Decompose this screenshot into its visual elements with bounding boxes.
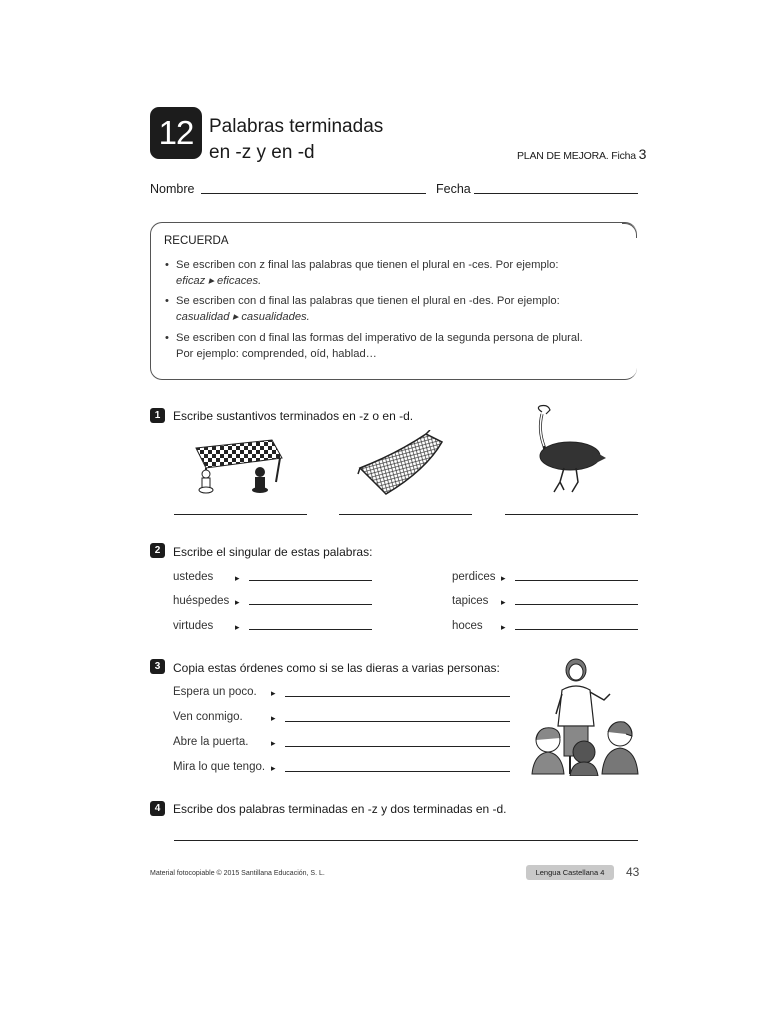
arrow-icon: ▸ bbox=[501, 597, 506, 607]
ex4-answer-line[interactable] bbox=[174, 840, 638, 841]
recuerda-item-2-line2: casualidad ▸ casualidades. bbox=[176, 310, 310, 323]
exercise-2-text: Escribe el singular de estas palabras: bbox=[173, 545, 373, 559]
recuerda-item-3-line2: Por ejemplo: comprended, oíd, hablad… bbox=[176, 347, 377, 360]
recuerda-item-3: • Se escriben con d final las formas del imperativo de la segunda persona de plural. Por ejemplo: comprended, oíd, hablad… bbox=[176, 331, 583, 362]
unit-number-badge: 12 bbox=[150, 107, 202, 159]
recuerda-item-2-line1: Se escriben con d final las palabras que tienen el plural en -des. Por ejemplo: bbox=[176, 295, 560, 307]
date-label: Fecha bbox=[436, 182, 471, 196]
chess-board-icon bbox=[192, 434, 284, 496]
ex2-answer-huespedes[interactable] bbox=[249, 604, 372, 605]
ex1-answer-line-2[interactable] bbox=[339, 514, 472, 515]
arrow-icon: ▸ bbox=[501, 622, 506, 632]
recuerda-item-2: • Se escriben con d final las palabras que tienen el plural en -des. Por ejemplo: casualidad ▸ casualidades. bbox=[176, 294, 560, 325]
recuerda-item-1-line1: Se escriben con z final las palabras que tienen el plural en -ces. Por ejemplo: bbox=[176, 259, 559, 271]
arrow-icon: ▸ bbox=[271, 713, 276, 723]
exercise-4-text: Escribe dos palabras terminadas en -z y dos terminadas en -d. bbox=[173, 802, 507, 816]
exercise-1-text: Escribe sustantivos terminados en -z o en -d. bbox=[173, 409, 414, 423]
name-label: Nombre bbox=[150, 182, 195, 196]
arrow-icon: ▸ bbox=[235, 597, 240, 607]
ex2-word-huespedes: huéspedes bbox=[173, 595, 230, 607]
date-field[interactable] bbox=[474, 193, 638, 194]
ex3-order-3: Abre la puerta. bbox=[173, 736, 249, 748]
page-title-line1: Palabras terminadas bbox=[209, 116, 384, 137]
ex3-answer-4[interactable] bbox=[285, 771, 510, 772]
ex2-answer-hoces[interactable] bbox=[515, 629, 638, 630]
ex2-answer-tapices[interactable] bbox=[515, 604, 638, 605]
exercise-2-number: 2 bbox=[150, 543, 165, 558]
arrow-icon: ▸ bbox=[235, 573, 240, 583]
ostrich-icon bbox=[528, 404, 608, 496]
recuerda-item-1: • Se escriben con z final las palabras que tienen el plural en -ces. Por ejemplo: eficaz ▸ eficaces. bbox=[176, 258, 558, 289]
arrow-icon: ▸ bbox=[271, 763, 276, 773]
ex1-answer-line-3[interactable] bbox=[505, 514, 638, 515]
ex2-answer-virtudes[interactable] bbox=[249, 629, 372, 630]
ex1-answer-line-1[interactable] bbox=[174, 514, 307, 515]
arrow-icon: ▸ bbox=[271, 688, 276, 698]
ex2-word-hoces: hoces bbox=[452, 620, 483, 632]
ex2-answer-ustedes[interactable] bbox=[249, 580, 372, 581]
arrow-icon: ▸ bbox=[235, 622, 240, 632]
ex3-answer-1[interactable] bbox=[285, 696, 510, 697]
plan-label-text: PLAN DE MEJORA. Ficha bbox=[517, 150, 636, 162]
recuerda-item-1-line2: eficaz ▸ eficaces. bbox=[176, 274, 262, 287]
exercise-3-text: Copia estas órdenes como si se las dieras a varias personas: bbox=[173, 661, 500, 675]
footer-copyright: Material fotocopiable © 2015 Santillana Educación, S. L. bbox=[150, 870, 325, 877]
ex2-word-ustedes: ustedes bbox=[173, 571, 214, 583]
ex3-answer-3[interactable] bbox=[285, 746, 510, 747]
ex3-order-1: Espera un poco. bbox=[173, 686, 257, 698]
ex2-word-tapices: tapices bbox=[452, 595, 489, 607]
ex3-answer-2[interactable] bbox=[285, 721, 510, 722]
page-title-line2: en -z y en -d bbox=[209, 142, 315, 163]
net-icon bbox=[356, 430, 448, 498]
ex3-order-2: Ven conmigo. bbox=[173, 711, 243, 723]
arrow-icon: ▸ bbox=[501, 573, 506, 583]
teacher-children-icon bbox=[528, 656, 640, 776]
plan-label bbox=[517, 146, 646, 162]
page-number: 43 bbox=[626, 865, 640, 879]
plan-number: 3 bbox=[638, 146, 647, 162]
ex2-word-perdices: perdices bbox=[452, 571, 496, 583]
exercise-4-number: 4 bbox=[150, 801, 165, 816]
name-field[interactable] bbox=[201, 193, 426, 194]
ex3-order-4: Mira lo que tengo. bbox=[173, 761, 266, 773]
ex2-answer-perdices[interactable] bbox=[515, 580, 638, 581]
exercise-3-number: 3 bbox=[150, 659, 165, 674]
arrow-icon: ▸ bbox=[271, 738, 276, 748]
subject-badge: Lengua Castellana 4 bbox=[526, 865, 614, 880]
ex2-word-virtudes: virtudes bbox=[173, 620, 214, 632]
recuerda-item-3-line1: Se escriben con d final las formas del imperativo de la segunda persona de plural. bbox=[176, 332, 583, 344]
recuerda-title: RECUERDA bbox=[164, 235, 229, 247]
exercise-1-number: 1 bbox=[150, 408, 165, 423]
